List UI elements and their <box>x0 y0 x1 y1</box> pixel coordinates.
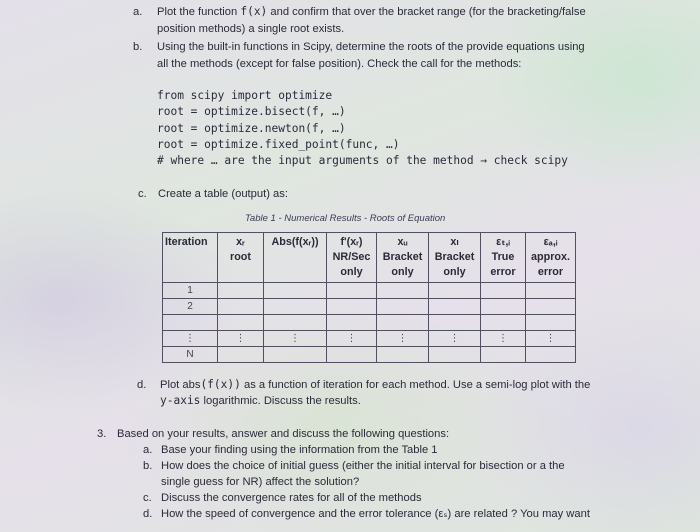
table-cell: ⋮ <box>429 331 481 347</box>
table-cell: ⋮ <box>526 331 576 347</box>
table-cell <box>526 347 576 363</box>
code-line: root = optimize.newton(f, …) <box>157 121 346 135</box>
table-cell: 2 <box>163 299 218 315</box>
table-cell <box>218 299 264 315</box>
table-row <box>163 299 576 315</box>
item-a-label: a. <box>133 6 143 18</box>
code-line: root = optimize.bisect(f, …) <box>157 105 346 119</box>
table-cell <box>163 315 218 331</box>
item-d-label: d. <box>137 379 147 391</box>
item-b-line2: all the methods (except for false position). Check the call for the methods: <box>157 58 522 70</box>
code-line: from scipy import optimize <box>157 89 333 102</box>
section3-a-text: Base your finding using the information from the Table 1 <box>161 444 438 456</box>
code-line: root = optimize.fixed_point(func, …) <box>157 137 400 151</box>
table-row <box>163 315 576 331</box>
table-cell: ⋮ <box>481 331 526 347</box>
section3-b-label: b. <box>143 460 153 472</box>
table-cell <box>481 347 526 363</box>
code-block <box>157 88 568 169</box>
item-c-text: Create a table (output) as: <box>158 188 288 200</box>
header-xu: xᵤ Bracket only <box>377 233 429 283</box>
table-cell: ⋮ <box>163 331 218 347</box>
header-xr: xᵣ root <box>218 233 264 283</box>
section3-b-line2: single guess for NR) affect the solution? <box>161 476 360 488</box>
item-d-line1: Plot abs(f(x)) as a function of iteration for each method. Use a semi-log plot with the <box>160 378 591 391</box>
table-cell <box>264 299 327 315</box>
table-cell <box>218 315 264 331</box>
table-cell <box>327 315 377 331</box>
table-cell <box>377 299 429 315</box>
table-cell <box>327 299 377 315</box>
section3-d-label: d. <box>143 508 153 520</box>
table-cell <box>264 347 327 363</box>
table-cell <box>429 315 481 331</box>
table-cell: ⋮ <box>377 331 429 347</box>
table-cell <box>526 283 576 299</box>
table-cell <box>264 283 327 299</box>
section3-c-text: Discuss the convergence rates for all of the methods <box>161 492 422 504</box>
table-cell <box>327 347 377 363</box>
table-cell <box>429 299 481 315</box>
table-cell <box>218 283 264 299</box>
table-row <box>163 347 576 363</box>
table-cell: ⋮ <box>218 331 264 347</box>
section3-b-line1: How does the choice of initial guess (either the initial interval for bisection or a the <box>161 460 565 472</box>
item-b-line1: Using the built-in functions in Scipy, determine the roots of the provide equations using <box>157 41 585 53</box>
table-cell <box>327 283 377 299</box>
table-caption: Table 1 - Numerical Results - Roots of Equation <box>245 213 446 224</box>
section3-label: 3. <box>97 428 107 440</box>
item-a-line2: position methods) a single root exists. <box>157 23 345 35</box>
table-cell <box>481 315 526 331</box>
item-b-label: b. <box>133 41 143 53</box>
section3-a-label: a. <box>143 444 153 456</box>
table-cell <box>526 315 576 331</box>
header-iteration: Iteration <box>163 233 218 283</box>
table-cell <box>377 315 429 331</box>
section3-c-label: c. <box>143 492 152 504</box>
results-table <box>162 232 576 363</box>
header-approx-error: εₐ,ᵢ approx. error <box>526 233 576 283</box>
table-cell: N <box>163 347 218 363</box>
header-xl: xₗ Bracket only <box>429 233 481 283</box>
table-cell <box>429 283 481 299</box>
item-c-label: c. <box>138 188 147 200</box>
table-row <box>163 331 576 347</box>
table-cell: 1 <box>163 283 218 299</box>
table-cell <box>218 347 264 363</box>
table-cell <box>481 299 526 315</box>
table-cell <box>429 347 481 363</box>
section3-d-text: How the speed of convergence and the error tolerance (εₛ) are related ? You may want <box>161 508 590 520</box>
table-cell: ⋮ <box>327 331 377 347</box>
header-abs-f: Abs(f(xᵣ)) <box>264 233 327 283</box>
table-cell <box>264 315 327 331</box>
table-header-row <box>163 233 576 283</box>
table-cell <box>377 283 429 299</box>
header-true-error: εₜ,ᵢ True error <box>481 233 526 283</box>
table-cell <box>481 283 526 299</box>
section3-intro: Based on your results, answer and discuss the following questions: <box>117 428 450 440</box>
item-a-line1: Plot the function f(x) and confirm that over the bracket range (for the bracketing/false <box>157 5 586 18</box>
header-fprime: f'(xᵣ) NR/Sec only <box>327 233 377 283</box>
item-d-line2: y-axis logarithmic. Discuss the results. <box>160 394 361 407</box>
table-cell <box>526 299 576 315</box>
table-cell <box>377 347 429 363</box>
code-line: # where … are the input arguments of the method → check scipy <box>157 154 568 168</box>
table-cell: ⋮ <box>264 331 327 347</box>
table-row <box>163 283 576 299</box>
